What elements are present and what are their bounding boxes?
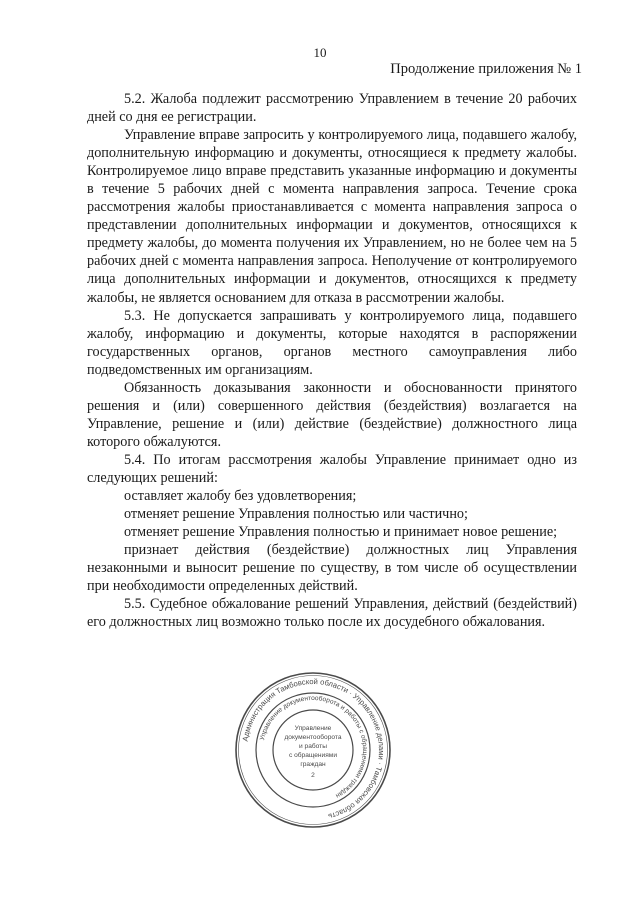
- paragraph-request-info: Управление вправе запросить у контролируемого лица, подавшего жалобу, дополнительную информацию и документы, относящиеся к предмету жалобы. Контролируемое лицо вправе представить указанные информацию и документы в течение 5 рабочих дней с момента направления запроса. Течение срока рассмотрения жалобы приостанавливается с момента направления запроса о представлении дополнительных информации и документов, относящихся к предмету жалобы, до момента получения их Управлением, но не более чем на 5 рабочих дней с момента направления запроса. Неполучение от контролируемого лица дополнительных информации и документов, относящихся к предмету жалобы, не является основанием для отказа в рассмотрении жалобы.: [87, 127, 577, 306]
- official-stamp: [233, 670, 393, 830]
- stamp-inner-text: Управление документооборота и работы с обращениями граждан: [258, 694, 369, 800]
- stamp-center-line: документооборота: [284, 734, 342, 741]
- stamp-center-line: с обращениями: [288, 752, 338, 759]
- stamp-center-line: и работы: [299, 743, 327, 750]
- continuation-header: Продолжение приложения № 1: [390, 61, 582, 77]
- decision-item: отменяет решение Управления полностью или частично;: [124, 506, 468, 523]
- stamp-seal: [233, 670, 393, 830]
- stamp-center-line: Управление: [294, 725, 332, 732]
- paragraph-5-5: 5.5. Судебное обжалование решений Управления, действий (бездействий) его должностных лиц возможно только после их досудебного обжалования.: [87, 596, 577, 631]
- paragraph-5-2: 5.2. Жалоба подлежит рассмотрению Управлением в течение 20 рабочих дней со дня ее регистрации.: [87, 91, 577, 126]
- paragraph-5-4: 5.4. По итогам рассмотрения жалобы Управление принимает одно из следующих решений:: [87, 451, 577, 486]
- paragraph-burden-of-proof: Обязанность доказывания законности и обоснованности принятого решения и (или) совершенного действия (бездействия) возлагается на Управление, решение и (или) действие (бездействие) должностного лица которого обжалуются.: [87, 379, 577, 450]
- decision-item: оставляет жалобу без удовлетворения;: [124, 488, 357, 505]
- decision-item: признает действия (бездействие) должностных лиц Управления незаконными и выносит решение по существу, в том числе об осуществлении при необходимости определенных действий.: [87, 542, 577, 595]
- decision-item: отменяет решение Управления полностью и принимает новое решение;: [124, 524, 558, 541]
- page-number: 10: [313, 45, 327, 60]
- document-body: [87, 90, 577, 631]
- stamp-number: 2: [311, 772, 315, 779]
- paragraph-5-3: 5.3. Не допускается запрашивать у контролируемого лица, подавшего жалобу, информацию и документы, которые находятся в распоряжении государственных органов, органов местного самоуправления либо подведомственных им организациям.: [87, 307, 577, 378]
- stamp-outer-text: Администрация Тамбовской области · Управление делами · Тамбовская область: [240, 676, 387, 822]
- stamp-center-line: граждан: [300, 761, 326, 768]
